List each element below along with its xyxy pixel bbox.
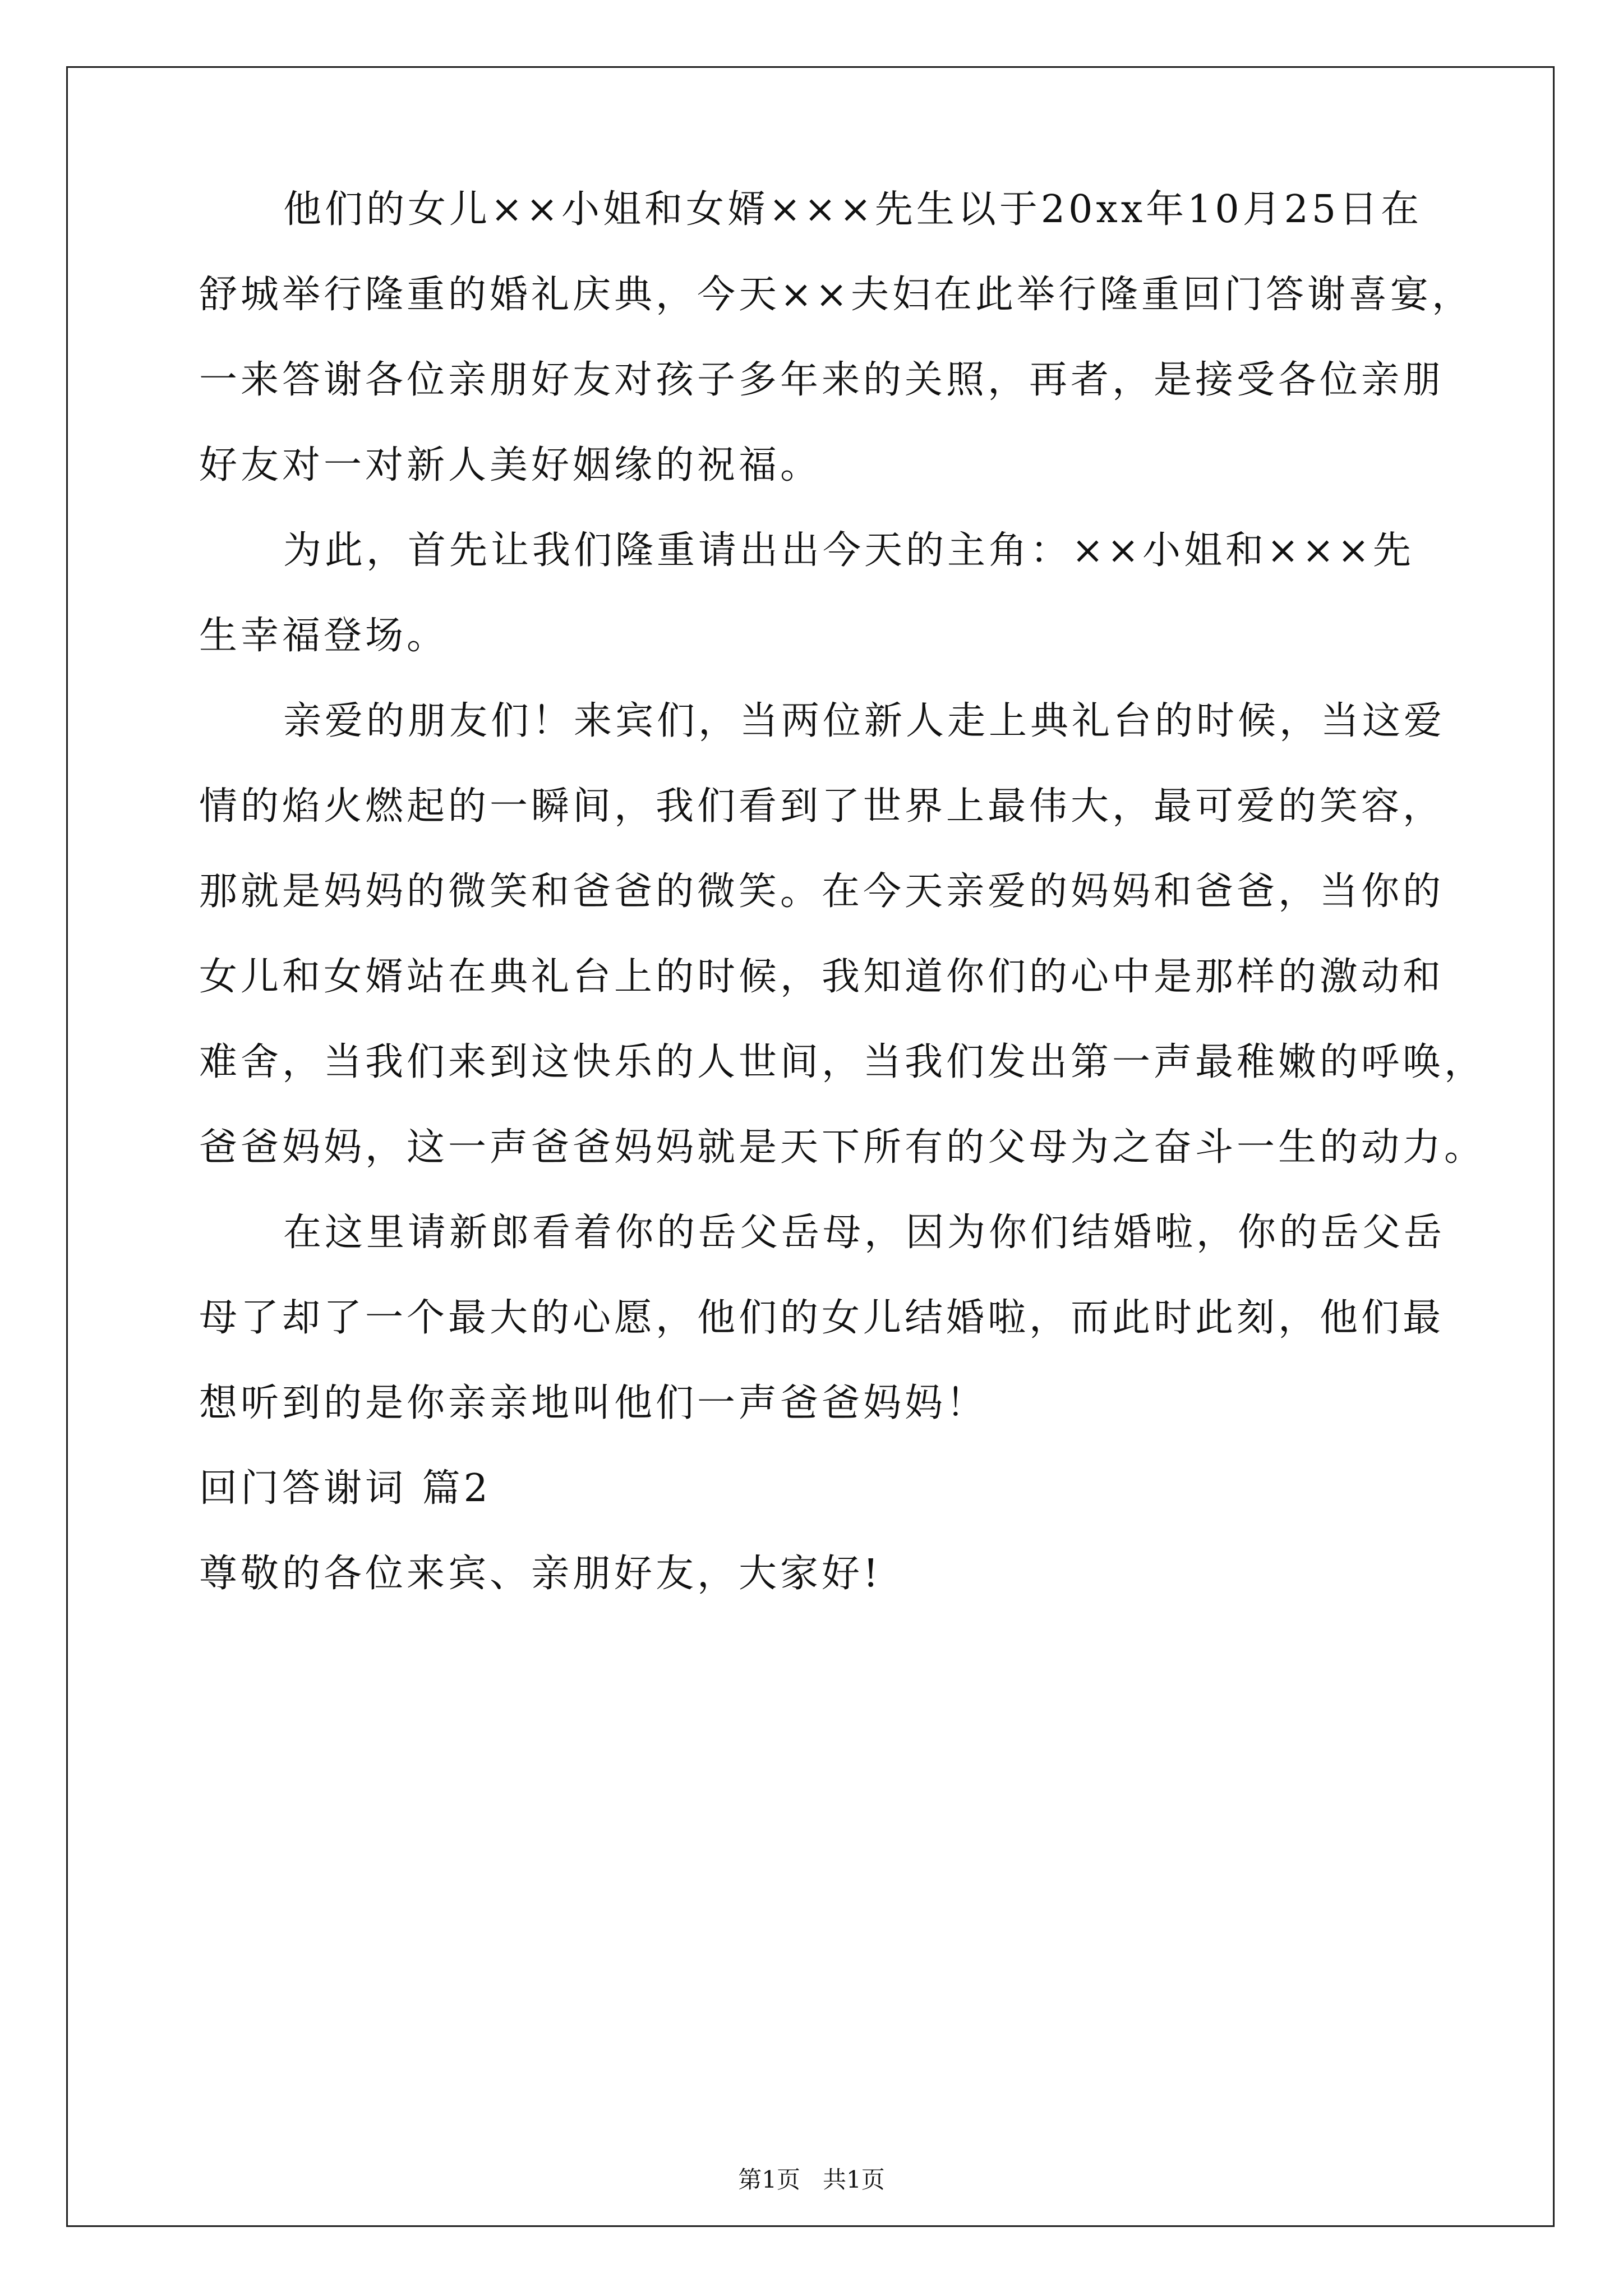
paragraph-3-line-1: 亲爱的朋友们！来宾们，当两位新人走上典礼台的时候，当这爱 <box>283 699 1446 743</box>
paragraph-1-line-4: 好友对一对新人美好姻缘的祝福。 <box>199 443 822 487</box>
document-body <box>199 187 1486 1640</box>
paragraph-4-line-1: 在这里请新郎看着你的岳父岳母，因为你们结婚啦，你的岳父岳 <box>283 1211 1446 1255</box>
paragraph-4-line-3: 想听到的是你亲亲地叫他们一声爸爸妈妈！ <box>199 1381 988 1425</box>
salutation: 尊敬的各位来宾、亲朋好友，大家好! <box>199 1552 882 1596</box>
paragraph-2-line-1: 为此，首先让我们隆重请出出今天的主角：××小姐和×××先 <box>283 528 1414 573</box>
paragraph-1-line-1: 他们的女儿××小姐和女婿×××先生以于20xx年10月25日在 <box>283 187 1423 232</box>
paragraph-4-line-2: 母了却了一个最大的心愿，他们的女儿结婚啦，而此时此刻，他们最 <box>199 1296 1445 1340</box>
paragraph-3-line-2: 情的焰火燃起的一瞬间，我们看到了世界上最伟大，最可爱的笑容， <box>199 784 1445 829</box>
paragraph-3-line-5: 难舍，当我们来到这快乐的人世间，当我们发出第一声最稚嫩的呼唤， <box>199 1040 1486 1084</box>
page-footer: 第1页 共1页 <box>738 2166 885 2193</box>
paragraph-3-line-3: 那就是妈妈的微笑和爸爸的微笑。在今天亲爱的妈妈和爸爸，当你的 <box>199 869 1445 914</box>
paragraph-3-line-4: 女儿和女婿站在典礼台上的时候，我知道你们的心中是那样的激动和 <box>199 955 1445 999</box>
paragraph-1-line-2: 舒城举行隆重的婚礼庆典，今天××夫妇在此举行隆重回门答谢喜宴， <box>199 273 1473 317</box>
paragraph-2-line-2: 生幸福登场。 <box>199 614 449 658</box>
section-heading: 回门答谢词 篇2 <box>199 1466 491 1511</box>
paragraph-3-line-6: 爸爸妈妈，这一声爸爸妈妈就是天下所有的父母为之奋斗一生的动力。 <box>199 1125 1486 1170</box>
paragraph-1-line-3: 一来答谢各位亲朋好友对孩子多年来的关照，再者，是接受各位亲朋 <box>199 358 1445 402</box>
